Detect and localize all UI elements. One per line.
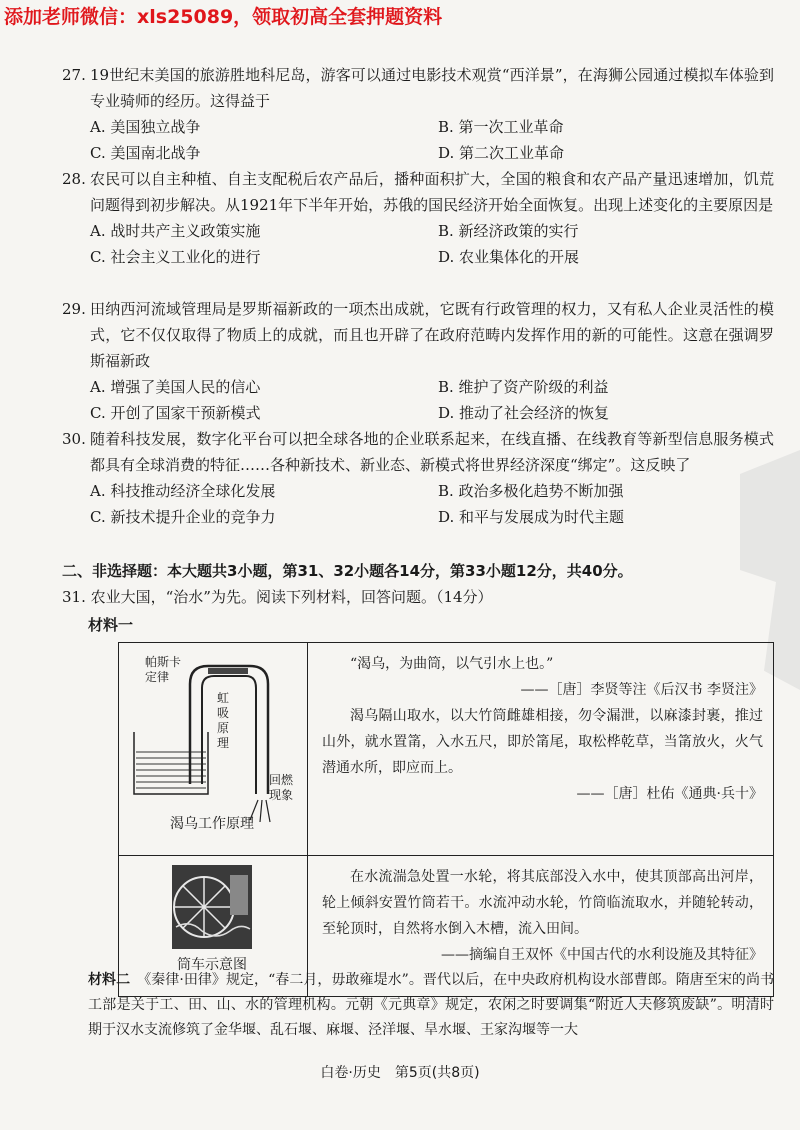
question-28	[62, 166, 774, 270]
label-pascal: 帕斯卡定律	[145, 655, 182, 684]
option-c: C. 社会主义工业化的进行	[90, 248, 261, 266]
kewu-caption: 渴乌工作原理	[170, 816, 254, 832]
option-a: A. 战时共产主义政策实施	[90, 222, 261, 240]
question-31-stem: 31. 农业大国，“治水”为先。阅读下列材料，回答问题。（14分）	[62, 588, 493, 606]
option-b: B. 新经济政策的实行	[438, 222, 579, 240]
option-a: A. 美国独立战争	[90, 118, 201, 136]
options	[62, 218, 774, 270]
paragraph-2: 渴乌隔山取水，以大竹筒雌雄相接，勿令漏泄，以麻漆封裹，推过山外，就水置筩，入水五尺，即於筩尾，取松桦乾草，当筩放火，火气潜通水所，即应而上。	[322, 708, 763, 776]
question-27	[62, 62, 774, 166]
paragraph-3: 在水流湍急处置一水轮，将其底部没入水中，使其顶部高出河岸，轮上倾斜安置竹筒若干。水流冲动水轮，竹筒临流取水，并随轮转动，至轮顶时，自然将水倒入木槽，流入田间。	[322, 869, 763, 937]
material-1-text-a	[308, 643, 774, 856]
option-d: D. 推动了社会经济的恢复	[438, 404, 610, 422]
kewu-diagram-cell	[119, 643, 308, 856]
quote-1: “渴乌，为曲筒，以气引水上也。”	[350, 656, 554, 672]
option-b: B. 政治多极化趋势不断加强	[438, 482, 624, 500]
options	[62, 374, 774, 426]
question-30	[62, 426, 774, 530]
material-2	[88, 968, 774, 1043]
option-d: D. 农业集体化的开展	[438, 248, 580, 266]
waterwheel-caption: 筒车示意图	[177, 957, 247, 973]
material-2-text: 《秦律·田律》规定，“春二月，毋敢雍堤水”。晋代以后，在中央政府机构设水部曹郎。隋唐至宋的尚书工部是关于工、田、山、水的管理机构。元朝《元典章》规定，农闲之时要调集“附近人夫修筑废缺”。明清时期于汉水支流修筑了金华堰、乱石堰、麻堰、泾洋堰、旱水堰、王家沟堰等一大	[88, 972, 775, 1038]
option-b: B. 第一次工业革命	[438, 118, 564, 136]
promo-banner: 添加老师微信：xls25089，领取初高全套押题资料	[4, 6, 443, 28]
material-2-label: 材料二	[88, 972, 131, 988]
material-1-label: 材料一	[88, 616, 134, 634]
question-number: 29.	[62, 300, 86, 318]
option-d: D. 第二次工业革命	[438, 144, 565, 162]
options	[62, 114, 774, 166]
question-stem: 19世纪末美国的旅游胜地科尼岛，游客可以通过电影技术观赏“西洋景”，在海狮公园通过模拟车体验到专业骑师的经历。这得益于	[90, 66, 774, 110]
question-29	[62, 296, 774, 426]
source-3: ——摘编自王双怀《中国古代的水利设施及其特征》	[441, 947, 763, 963]
source-2: ——［唐］杜佑《通典·兵十》	[576, 786, 763, 802]
option-c: C. 开创了国家干预新模式	[90, 404, 261, 422]
option-d: D. 和平与发展成为时代主题	[438, 508, 625, 526]
question-number: 27.	[62, 66, 86, 84]
label-siphon: 虹吸原理	[217, 691, 230, 750]
question-stem: 田纳西河流域管理局是罗斯福新政的一项杰出成就，它既有行政管理的权力，又有私人企业灵活性的模式，它不仅仅取得了物质上的成就，而且也开辟了在政府范畴内发挥作用的新的可能性。这意在强调罗斯福新政	[90, 300, 774, 370]
option-b: B. 维护了资产阶级的利益	[438, 378, 609, 396]
label-backfire: 回燃现象	[269, 773, 294, 802]
question-number: 28.	[62, 170, 86, 188]
material-1-table	[118, 642, 774, 997]
options	[62, 478, 774, 530]
question-stem: 随着科技发展，数字化平台可以把全球各地的企业联系起来，在线直播、在线教育等新型信息服务模式都具有全球消费的特征……各种新技术、新业态、新模式将世界经济深度“绑定”。这反映了	[90, 430, 774, 474]
question-number: 30.	[62, 430, 86, 448]
option-c: C. 新技术提升企业的竞争力	[90, 508, 276, 526]
option-c: C. 美国南北战争	[90, 144, 201, 162]
question-stem: 农民可以自主种植、自主支配税后农产品后，播种面积扩大，全国的粮食和农产品产量迅速增加，饥荒问题得到初步解决。从1921年下半年开始，苏俄的国民经济开始全面恢复。出现上述变化的主要原因是	[90, 170, 774, 214]
section-heading: 二、非选择题：本大题共3小题，第31、32小题各14分，第33小题12分，共40分。	[62, 562, 633, 580]
page-footer: 白卷·历史 第5页(共8页)	[320, 1065, 480, 1081]
source-1: ——［唐］李贤等注《后汉书 李贤注》	[520, 682, 763, 698]
option-a: A. 科技推动经济全球化发展	[90, 482, 276, 500]
option-a: A. 增强了美国人民的信心	[90, 378, 261, 396]
